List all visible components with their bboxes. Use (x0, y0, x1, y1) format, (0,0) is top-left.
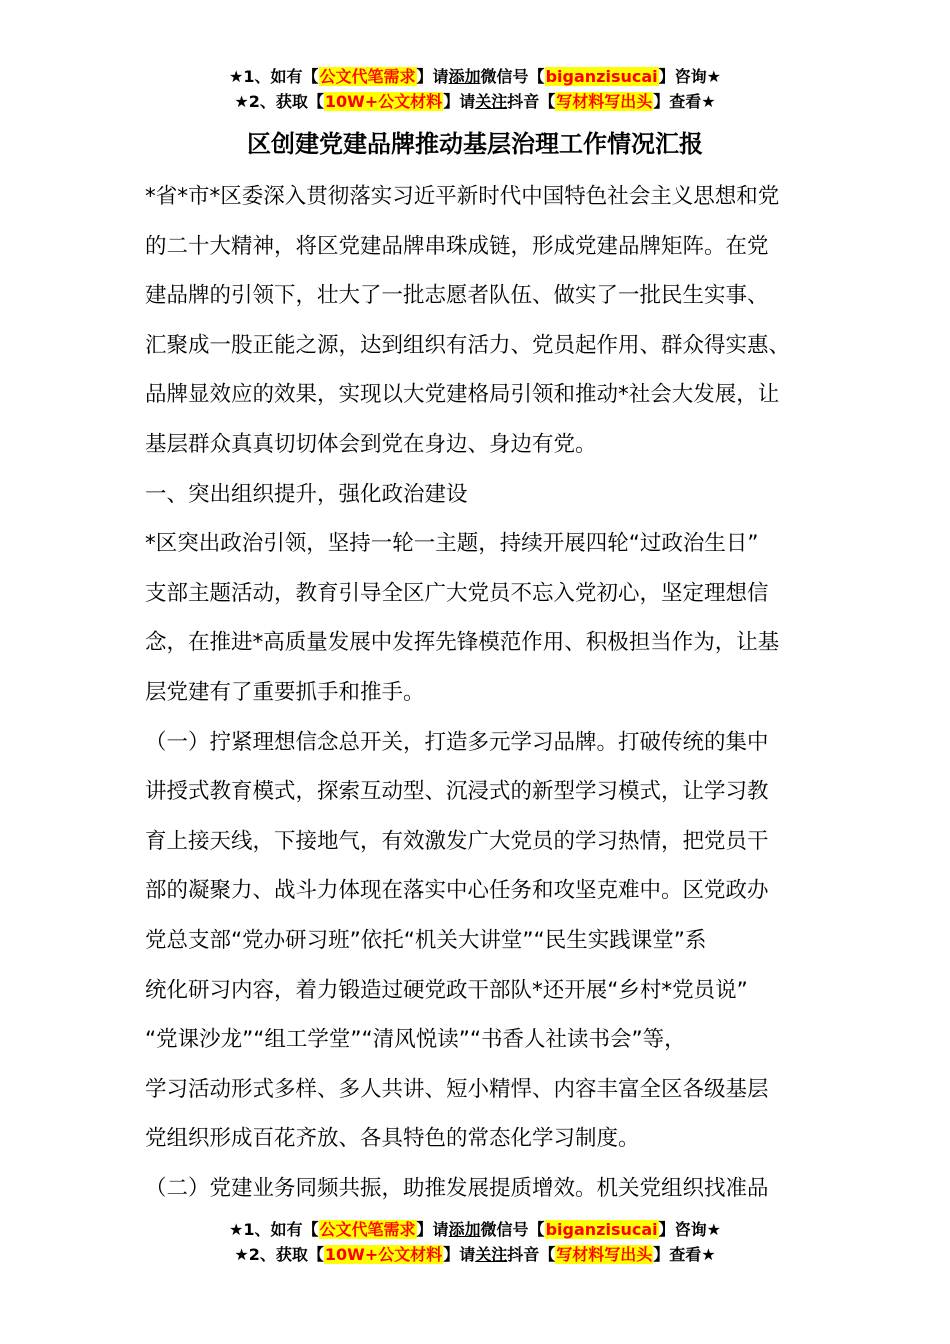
body-line: *区突出政治引领，坚持一轮一主题，持续开展四轮“过政治生日” (145, 531, 759, 557)
section-heading: 一、突出组织提升，强化政治建设 (145, 481, 468, 507)
body-line: 汇聚成一股正能之源，达到组织有活力、党员起作用、群众得实惠、 (145, 332, 791, 358)
body-line: （二）党建业务同频共振，助推发展提质增效。机关党组织找准品 (145, 1175, 769, 1201)
highlight-douyin: 写材料写出头 (556, 92, 653, 111)
banner-line-1: ★1、如有【公文代笔需求】请添加微信号【biganzisucai】咨询★ (229, 1220, 721, 1239)
body-line: 讲授式教育模式，探索互动型、沉浸式的新型学习模式，让学习教 (145, 779, 769, 805)
banner-line-2: ★2、获取【10W+公文材料】请关注抖音【写材料写出头】查看★ (234, 1245, 716, 1264)
body-line: “党课沙龙”“组工学堂”“清风悦读”“书香人社读书会”等， (145, 1027, 686, 1053)
highlight-need: 公文代笔需求 (319, 1220, 416, 1239)
document-title: 区创建党建品牌推动基层治理工作情况汇报 (247, 130, 703, 158)
banner-line-1: ★1、如有【公文代笔需求】请添加微信号【biganzisucai】咨询★ (229, 67, 721, 86)
banner-line-2: ★2、获取【10W+公文材料】请关注抖音【写材料写出头】查看★ (234, 92, 716, 111)
body-line: 念，在推进*高质量发展中发挥先锋模范作用、积极担当作为，让基 (145, 630, 780, 656)
highlight-wechat: biganzisucai (545, 67, 658, 86)
body-line: 党组织形成百花齐放、各具特色的常态化学习制度。 (145, 1126, 640, 1152)
body-line: 的二十大精神，将区党建品牌串珠成链，形成党建品牌矩阵。在党 (145, 233, 769, 259)
document-body (145, 172, 815, 1213)
highlight-wechat: biganzisucai (545, 1220, 658, 1239)
body-line: 学习活动形式多样、多人共讲、短小精悍、内容丰富全区各级基层 (145, 1076, 769, 1102)
body-line: *省*市*区委深入贯彻落实习近平新时代中国特色社会主义思想和党 (145, 184, 780, 209)
body-line: 部的凝聚力、战斗力体现在落实中心任务和攻坚克难中。区党政办 (145, 878, 769, 904)
footer-banner (0, 1217, 950, 1267)
body-line: 育上接天线，下接地气，有效激发广大党员的学习热情，把党员干 (145, 828, 769, 854)
body-line: 层党建有了重要抓手和推手。 (145, 679, 425, 705)
highlight-material: 10W+公文材料 (324, 92, 443, 111)
highlight-need: 公文代笔需求 (319, 67, 416, 86)
body-line: 党总支部“党办研习班”依托“机关大讲堂”“民生实践课堂”系 (145, 927, 707, 953)
body-line: 支部主题活动，教育引导全区广大党员不忘入党初心，坚定理想信 (145, 580, 769, 606)
body-line: （一）拧紧理想信念总开关，打造多元学习品牌。打破传统的集中 (145, 729, 769, 755)
highlight-material: 10W+公文材料 (324, 1245, 443, 1264)
highlight-douyin: 写材料写出头 (556, 1245, 653, 1264)
body-line: 品牌显效应的效果，实现以大党建格局引领和推动*社会大发展，让 (145, 382, 780, 408)
body-line: 建品牌的引领下，壮大了一批志愿者队伍、做实了一批民生实事、 (145, 283, 769, 309)
body-line: 基层群众真真切切体会到党在身边、身边有党。 (145, 431, 597, 457)
body-line: 统化研习内容，着力锻造过硬党政干部队*还开展“乡村*党员说” (145, 977, 748, 1003)
header-banner (0, 64, 950, 114)
